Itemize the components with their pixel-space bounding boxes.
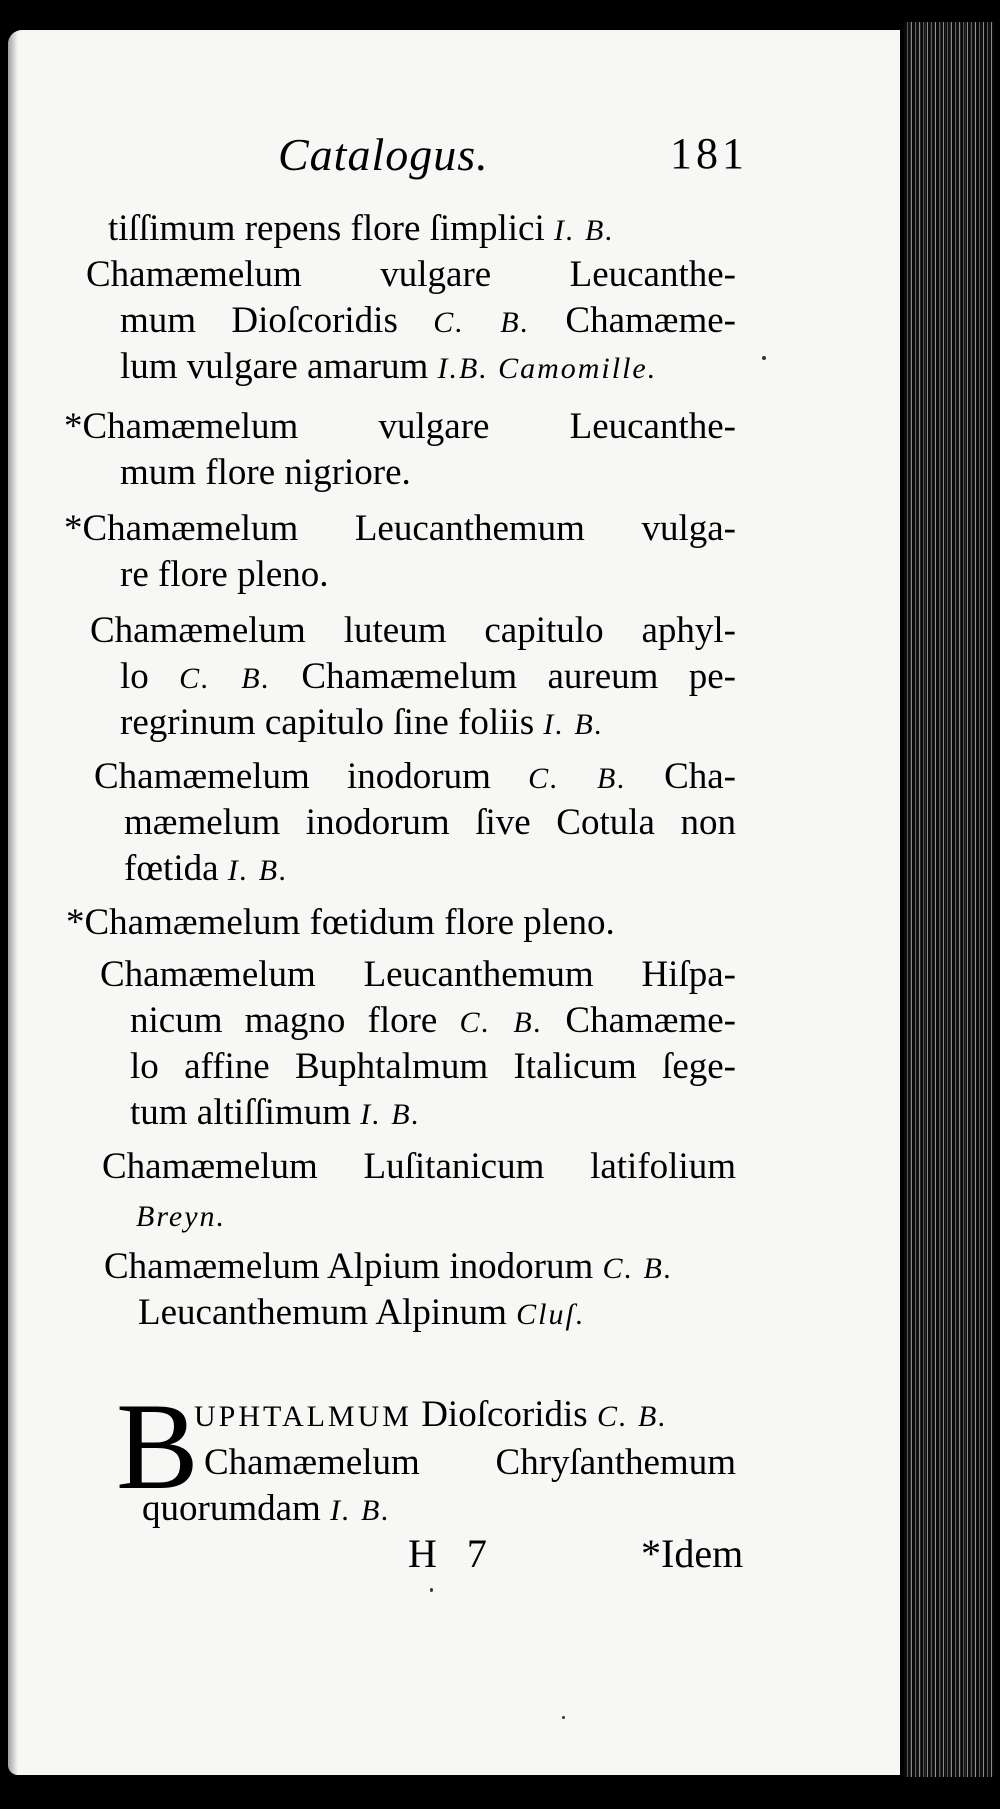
page-gutter-shadow <box>8 30 18 1775</box>
text-line: lum vulgare amarum I.B. Camomille. <box>120 346 658 387</box>
page-header <box>278 128 748 198</box>
left-edge-shadow <box>0 820 6 980</box>
text-line: tum altiſſimum I. B. <box>130 1092 422 1133</box>
text-line: mæmelum inodorum ſive Cotula non <box>124 802 736 843</box>
text-line: *Chamæmelum fœtidum flore pleno. <box>66 902 615 943</box>
drop-cap: B <box>116 1378 199 1515</box>
text-line: Chamæmelum Luſitanicum latifolium <box>102 1146 736 1187</box>
text-line: Breyn. <box>136 1200 227 1233</box>
ink-speck <box>430 1588 433 1592</box>
text-line: fœtida I. B. <box>124 848 289 889</box>
text-line: *Chamæmelum vulgare Leucanthe- <box>64 406 736 447</box>
text-line: Chamæmelum luteum capitulo aphyl- <box>90 610 736 651</box>
ink-speck <box>562 1716 565 1719</box>
text-line: mum Dioſcoridis C. B. Chamæme- <box>120 300 736 341</box>
text-line: lo C. B. Chamæmelum aureum pe- <box>120 656 737 697</box>
catchword: *Idem <box>641 1531 744 1576</box>
text-line: Chamæmelum Leucanthemum Hiſpa- <box>100 954 736 995</box>
text-line: quorumdam I. B. <box>142 1488 391 1529</box>
text-line: Chamæmelum Alpium inodorum C. B. <box>104 1246 674 1287</box>
text-line: tiſſimum repens flore ſimplici I. B. <box>108 208 615 249</box>
page-number: 181 <box>670 129 748 178</box>
text-line: *Chamæmelum Leucanthemum vulga- <box>64 508 736 549</box>
signature-mark: H 7 <box>408 1531 497 1576</box>
text-line: nicum magno flore C. B. Chamæme- <box>130 1000 736 1041</box>
text-line: re flore pleno. <box>120 554 329 595</box>
left-edge-shadow <box>0 1320 6 1490</box>
text-line: Chamæmelum inodorum C. B. Cha- <box>94 756 736 797</box>
running-title: Catalogus. <box>278 129 489 180</box>
text-line: UPHTALMUM Dioſcoridis C. B. <box>194 1394 668 1435</box>
text-line: Chamæmelum Chryſanthemum <box>204 1442 736 1483</box>
page-edges-texture <box>910 22 980 1777</box>
page-paper <box>8 30 906 1775</box>
page-edges <box>900 22 994 1777</box>
text-line: regrinum capitulo ſine foliis I. B. <box>120 702 605 743</box>
ink-speck <box>762 356 766 360</box>
text-line: Leucanthemum Alpinum Cluſ. <box>138 1292 586 1333</box>
text-line: mum flore nigriore. <box>120 452 411 493</box>
text-line: lo affine Buphtalmum Italicum ſege- <box>130 1046 736 1087</box>
text-line: Chamæmelum vulgare Leucanthe- <box>86 254 736 295</box>
